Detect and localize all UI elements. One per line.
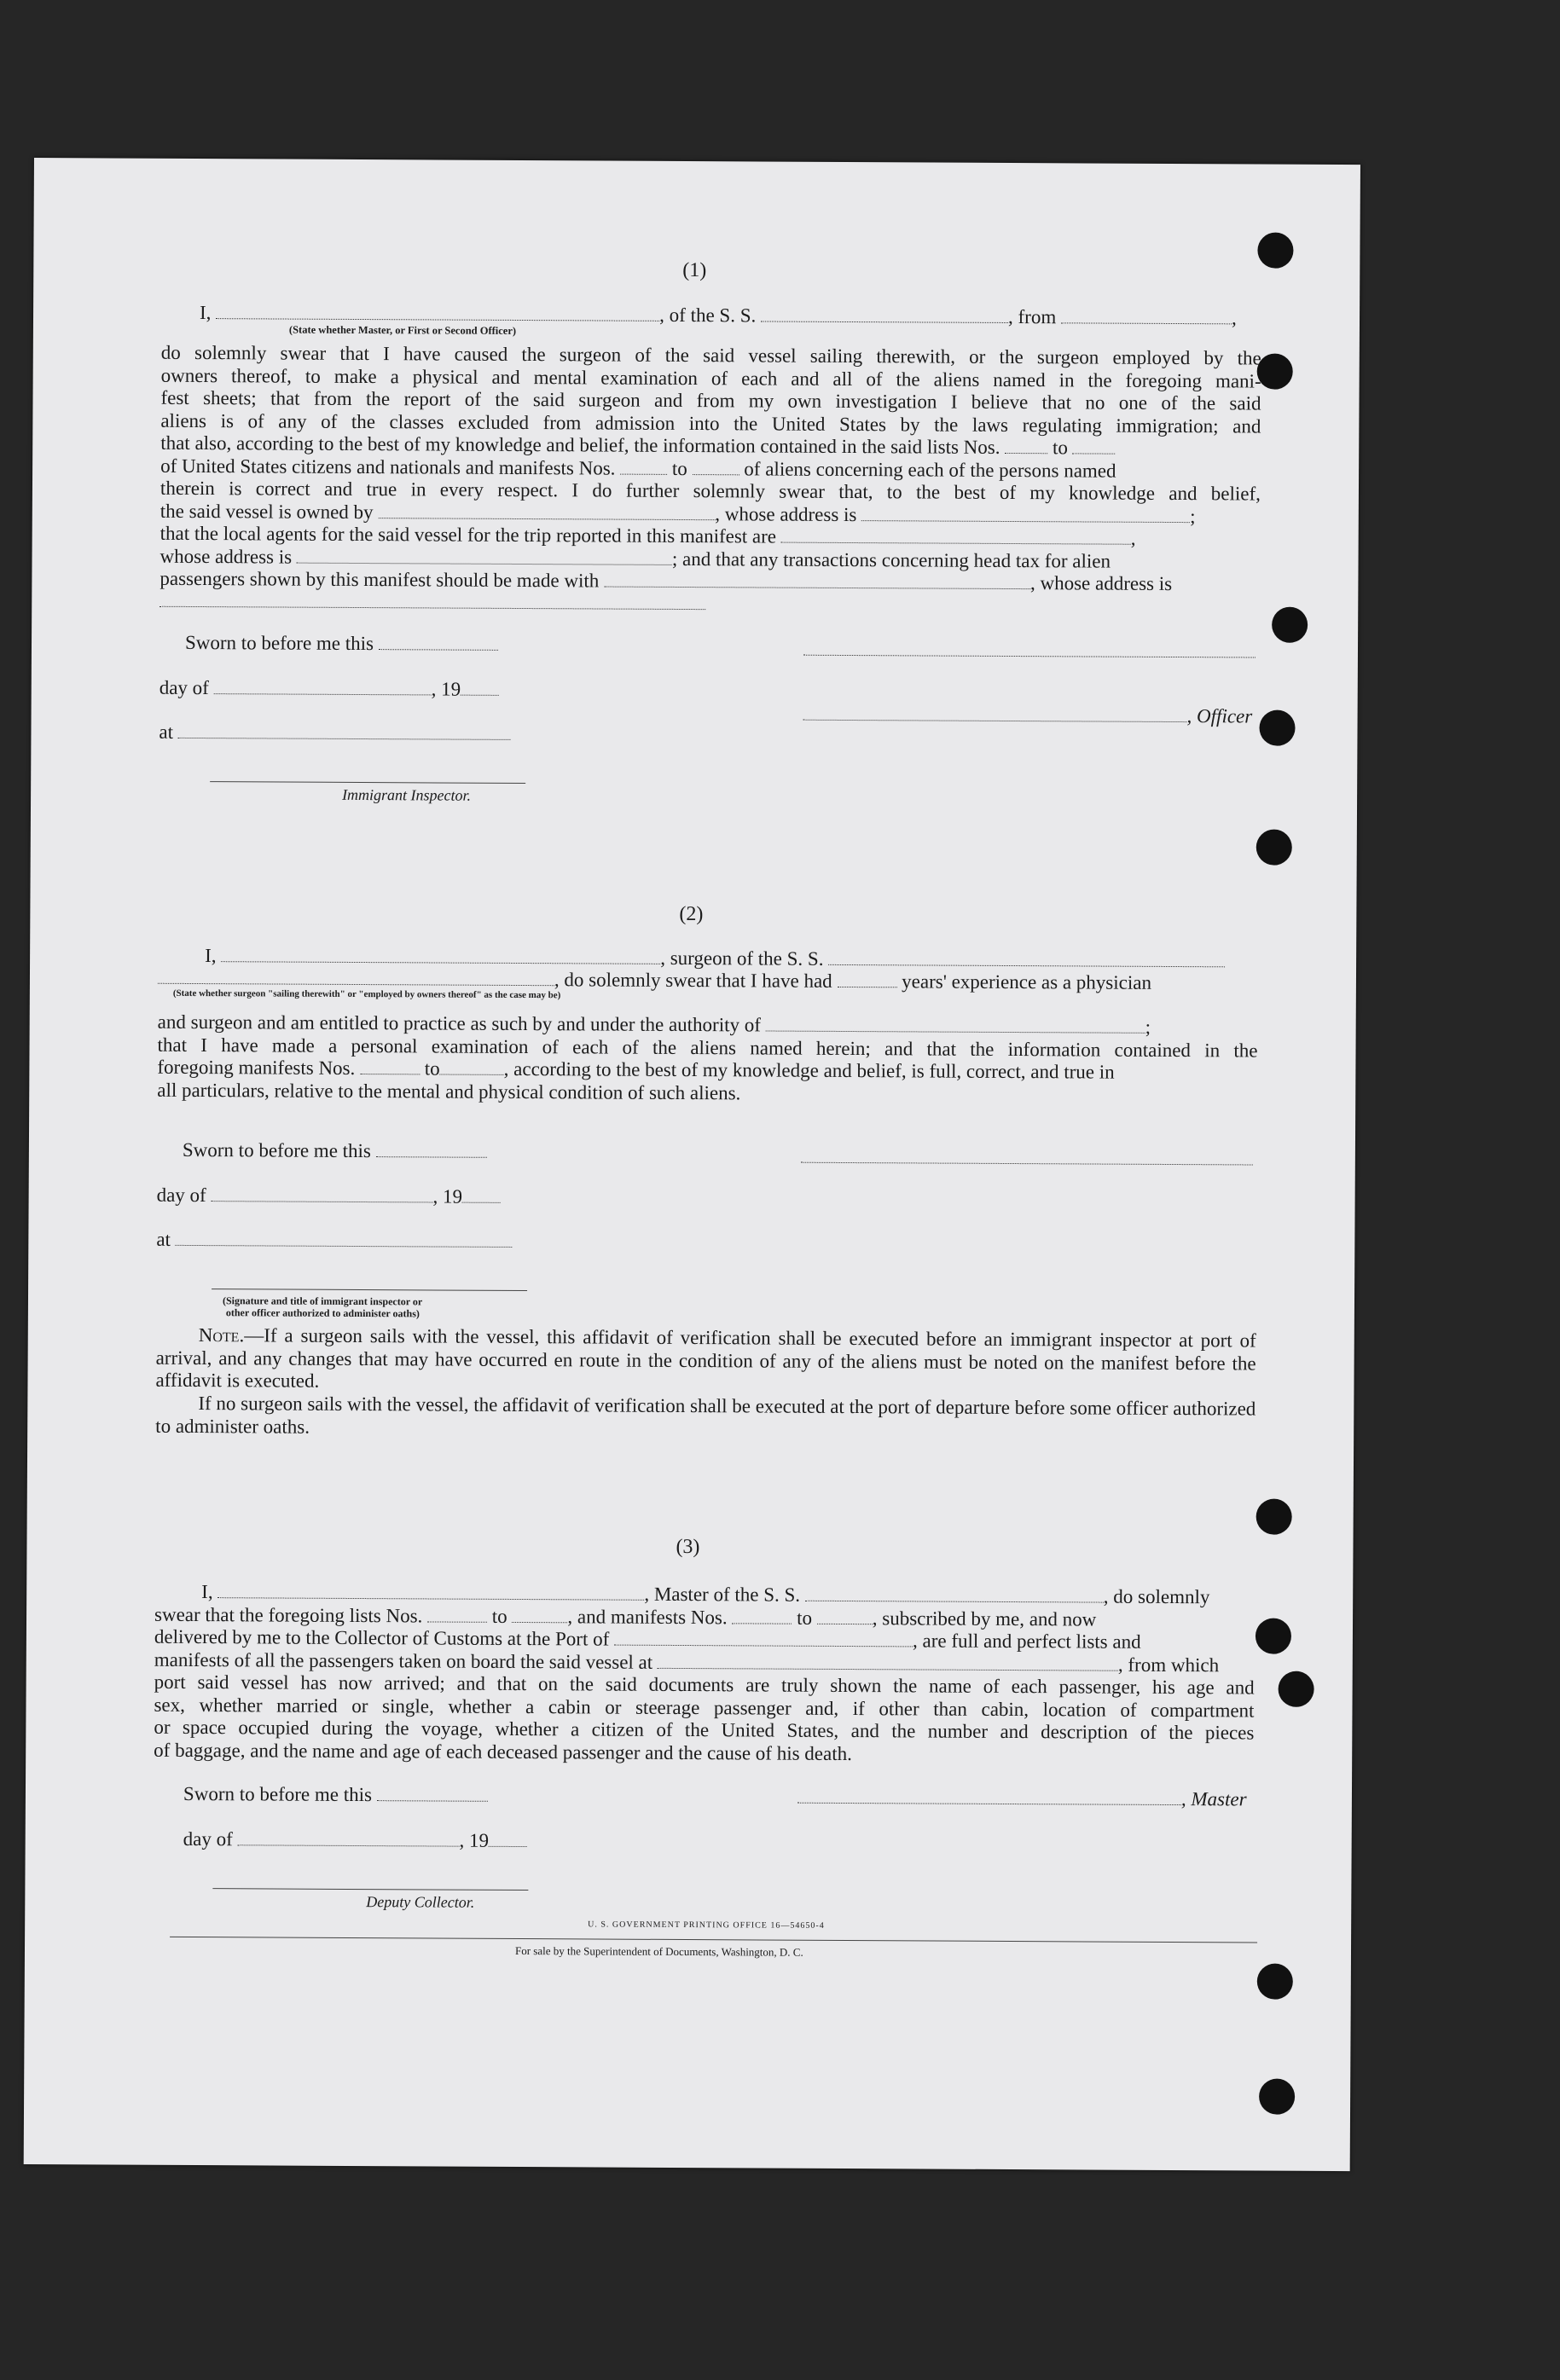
departure-port-blank[interactable] [658, 1652, 1118, 1671]
punch-hole [1256, 1499, 1292, 1535]
manifests-nos-to-blank[interactable] [693, 459, 739, 475]
signature-blank[interactable] [803, 655, 1256, 658]
section-1-body-line: owners thereof, to make a physical and mental examination of each and all of the aliens named in the foregoing mani- [160, 364, 1261, 392]
year-blank[interactable] [462, 1187, 501, 1203]
rank-blank[interactable] [216, 303, 659, 321]
inspector-caption: Immigrant Inspector. [342, 785, 472, 804]
section-1-at: at [159, 721, 510, 745]
section-1-lists-line: that also, according to the best of my knowledge and belief, the information contained in the said lists Nos. to [160, 432, 1116, 460]
section-3-line-1: I, , Master of the S. S. , do solemnly [201, 1581, 1210, 1608]
master-name-blank[interactable] [217, 1582, 644, 1601]
section-3-body-line: port said vessel has now arrived; and that on the said documents are truly shown the name of each passenger, his age and [154, 1671, 1255, 1699]
section-1-citizens-line: of United States citizens and nationals and manifests Nos. to of aliens concerning each of the persons named [160, 455, 1116, 482]
owner-blank[interactable] [378, 502, 715, 520]
surgeon-signature-blank[interactable] [801, 1162, 1253, 1166]
master-signature-blank[interactable] [797, 1787, 1181, 1805]
punch-hole [1256, 830, 1292, 866]
section-3-body-line: of baggage, and the name and age of each deceased passenger and the cause of his death. [154, 1739, 852, 1764]
section-1-body-line: aliens is of any of the classes excluded from admission into the United States by the laws regulating immigration; and [160, 409, 1261, 437]
agents-address-blank[interactable] [297, 547, 672, 565]
section-1-day-of: day of , 19 [159, 677, 500, 701]
section-1-body-line: fest sheets; that from the report of the said surgeon and from my own investigation I believe that no one of the said [160, 386, 1261, 414]
from-port-blank[interactable] [1061, 307, 1232, 324]
authority-blank[interactable] [766, 1016, 1145, 1034]
footer-rule [170, 1937, 1257, 1943]
lists-nos-from-blank[interactable] [1005, 437, 1047, 454]
section-2-body-line: that I have made a personal examination of each of the aliens named herein; and that the information contained in the [157, 1034, 1258, 1062]
section-1-body-line: do solemnly swear that I have caused the surgeon of the said vessel sailing therewith, or the surgeon employed by the [160, 341, 1261, 369]
head-tax-address-blank[interactable] [159, 606, 705, 610]
years-blank[interactable] [837, 971, 896, 987]
officer-signature-blank[interactable] [803, 704, 1187, 722]
inspector-signature-blank[interactable] [212, 1288, 527, 1291]
for-sale-line: For sale by the Superintendent of Documents, Washington, D. C. [514, 1943, 803, 1959]
punch-hole [1259, 710, 1295, 746]
punch-hole [1259, 2079, 1295, 2115]
month-blank[interactable] [211, 1185, 432, 1202]
manifests-to-blank[interactable] [817, 1607, 873, 1624]
section-3-body-line: or space occupied during the voyage, whether a citizen of the United States, and the number and description of the pieces [154, 1716, 1255, 1744]
sworn-day-blank[interactable] [376, 1141, 487, 1158]
document-page [24, 158, 1360, 2171]
surgeon-name-blank[interactable] [221, 946, 660, 964]
section-1-officer: , Officer [803, 704, 1253, 728]
section-2-line-1: I, , surgeon of the S. S. [205, 945, 1225, 972]
section-1-instruction: (State whether Master, or First or Second Officer) [288, 323, 517, 337]
signature-caption: (Signature and title of immigrant inspector or [222, 1294, 423, 1308]
section-1-owner-line: the said vessel is owned by , whose address is ; [159, 500, 1196, 527]
note-paragraph: If no surgeon sails with the vessel, the affidavit of verification shall be executed at the port of departure before some officer authorized to administer oaths. [155, 1393, 1256, 1438]
section-2-heading: (2) [679, 902, 704, 926]
section-1-head-tax-line: passengers shown by this manifest should be made with , whose address is [159, 567, 1173, 594]
month-blank[interactable] [238, 1829, 460, 1846]
section-3-line-3: delivered by me to the Collector of Customs at the Port of , are full and perfect lists and [154, 1625, 1141, 1653]
owner-address-blank[interactable] [861, 505, 1190, 523]
inspector-signature-blank[interactable] [210, 781, 525, 784]
manifests-from-blank[interactable] [360, 1058, 420, 1074]
manifests-nos-from-blank[interactable] [620, 458, 667, 474]
month-blank[interactable] [214, 678, 432, 695]
section-3-sworn: Sworn to before me this [183, 1783, 488, 1807]
deputy-caption: Deputy Collector. [366, 1893, 475, 1911]
section-3-master: , Master [797, 1786, 1247, 1811]
section-2-day-of: day of , 19 [157, 1184, 502, 1208]
section-1-body-line: therein is correct and true in every respect. I do further solemnly swear that, to the best of my knowledge and belief, [159, 477, 1261, 505]
punch-hole [1257, 233, 1293, 269]
year-blank[interactable] [489, 1831, 527, 1847]
section-2-sworn: Sworn to before me this [183, 1139, 487, 1163]
signature-caption: other officer authorized to administer oaths) [225, 1306, 420, 1320]
section-2-line-2: , do solemnly swear that I have had years' experience as a physician [158, 967, 1151, 994]
section-1-heading: (1) [682, 258, 707, 282]
at-place-blank[interactable] [176, 1230, 513, 1248]
deputy-signature-blank[interactable] [212, 1888, 528, 1891]
head-tax-contact-blank[interactable] [604, 571, 1030, 590]
section-2-instruction: (State whether surgeon "sailing therewith" or "employed by owners thereof" as the case may be) [172, 987, 561, 1001]
printing-office-line: U. S. GOVERNMENT PRINTING OFFICE 16—54650-4 [588, 1920, 825, 1931]
sworn-day-blank[interactable] [379, 634, 498, 651]
section-2-manifests-line: foregoing manifests Nos. to , according to the best of my knowledge and belief, is full, correct, and true in [157, 1056, 1115, 1083]
form-content [128, 159, 1262, 1959]
punch-hole [1257, 1964, 1293, 2000]
punch-hole [1256, 1619, 1291, 1654]
manifests-to-blank[interactable] [440, 1059, 504, 1075]
agents-blank[interactable] [781, 527, 1131, 545]
manifests-from-blank[interactable] [732, 1607, 792, 1624]
surgeon-status-blank[interactable] [158, 968, 554, 986]
section-3-line-4: manifests of all the passengers taken on board the said vessel at , from which [154, 1648, 1220, 1676]
section-2-at: at [156, 1229, 512, 1253]
punch-hole [1257, 354, 1293, 390]
section-1-address-line: whose address is ; and that any transactions concerning head tax for alien [159, 545, 1111, 572]
section-1-sworn: Sworn to before me this [185, 632, 498, 656]
year-blank[interactable] [461, 680, 499, 696]
section-1-line-1: I, , of the S. S. , from , [199, 302, 1237, 329]
sworn-day-blank[interactable] [377, 1785, 488, 1802]
punch-hole [1272, 607, 1308, 643]
port-blank[interactable] [614, 1630, 913, 1647]
section-3-line-2: swear that the foregoing lists Nos. to , and manifests Nos. to , subscribed by me, and now [154, 1603, 1097, 1630]
vessel-name-blank[interactable] [828, 949, 1225, 967]
section-2-practice-line: and surgeon and am entitled to practice as such by and under the authority of ; [157, 1010, 1151, 1038]
lists-to-blank[interactable] [512, 1606, 567, 1622]
section-3-body-line: sex, whether married or single, whether a cabin or steerage passenger and, if other than cabin, location of compartment [154, 1694, 1255, 1722]
section-2-body-line: all particulars, relative to the mental and physical condition of such aliens. [157, 1079, 741, 1103]
lists-nos-to-blank[interactable] [1073, 437, 1116, 454]
section-3-day-of: day of , 19 [183, 1828, 528, 1852]
at-place-blank[interactable] [178, 722, 511, 740]
section-1-agents-line: that the local agents for the said vessel for the trip reported in this manifest are , [159, 522, 1136, 549]
punch-hole [1279, 1671, 1314, 1707]
note-paragraph: Note.—If a surgeon sails with the vessel, this affidavit of verification shall be executed before an immigrant inspector at port of arrival, and any changes that may have occurred en route in the condition of any of the aliens must be noted on the manifest before the affidavit is executed. [155, 1324, 1256, 1392]
lists-from-blank[interactable] [427, 1606, 487, 1622]
section-3-heading: (3) [676, 1535, 700, 1559]
vessel-name-blank[interactable] [805, 1585, 1104, 1603]
vessel-name-blank[interactable] [761, 305, 1008, 323]
